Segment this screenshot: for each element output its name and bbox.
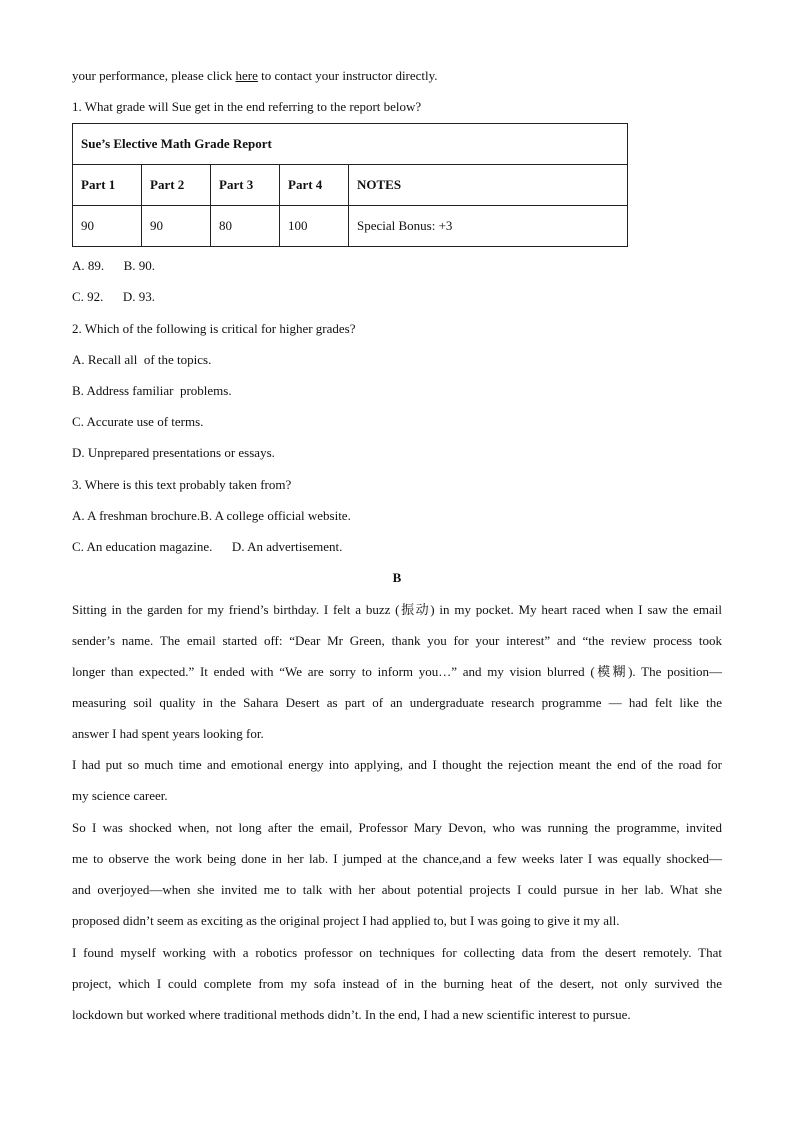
header-part-4: Part 4 (280, 165, 349, 206)
passage-paragraph-3 (72, 812, 722, 936)
intro-line (72, 68, 438, 84)
paragraph-line: I found myself working with a robotics professor on techniques for collecting data from the desert remotely. That (72, 945, 722, 960)
question-2: 2. Which of the following is critical for higher grades? (72, 321, 356, 336)
header-part-1: Part 1 (73, 165, 142, 206)
paragraph-line: longer than expected.” It ended with “We are sorry to inform you…” and my vision blurred (模糊). The position— (72, 664, 723, 679)
passage-paragraph-1 (72, 594, 722, 749)
header-part-3: Part 3 (211, 165, 280, 206)
paragraph-line: Sitting in the garden for my friend’s birthday. I felt a buzz (振动) in my pocket. My heart raced when I saw the email (72, 602, 722, 617)
paragraph-line: my science career. (72, 788, 168, 803)
table-row (73, 206, 628, 247)
paragraph-line: me to observe the work being done in her lab. I jumped at the chance,and a few weeks later I was equally shocked— (72, 851, 722, 866)
intro-suffix: to contact your instructor directly. (257, 68, 438, 83)
table-title: Sue’s Elective Math Grade Report (73, 124, 628, 165)
paragraph-line: project, which I could complete from my sofa instead of in the burning heat of the desert, not only survived the (72, 976, 722, 991)
passage-paragraph-4 (72, 937, 722, 1030)
paragraph-line: proposed didn’t seem as exciting as the original project I had applied to, but I was going to give it my all. (72, 913, 620, 928)
cell-part-4: 100 (280, 206, 349, 247)
question-2-option-a: A. Recall all of the topics. (72, 352, 212, 367)
cell-part-3: 80 (211, 206, 280, 247)
question-1-options-cd: C. 92. D. 93. (72, 289, 156, 304)
cell-part-1: 90 (73, 206, 142, 247)
question-3-options-ab: A. A freshman brochure.B. A college official website. (72, 508, 351, 523)
question-1-options-ab: A. 89. B. 90. (72, 258, 156, 273)
grade-report-table (72, 123, 628, 247)
paragraph-line: sender’s name. The email started off: “Dear Mr Green, thank you for your interest” and “the review process took (72, 633, 722, 648)
cell-part-2: 90 (142, 206, 211, 247)
question-3: 3. Where is this text probably taken from? (72, 477, 292, 492)
paragraph-line: So I was shocked when, not long after the email, Professor Mary Devon, who was running the programme, invited (72, 820, 722, 835)
header-notes: NOTES (349, 165, 628, 206)
section-b-heading: B (392, 570, 402, 585)
intro-prefix: your performance, please click (72, 68, 236, 83)
header-part-2: Part 2 (142, 165, 211, 206)
paragraph-line: answer I had spent years looking for. (72, 726, 264, 741)
paragraph-line: and overjoyed—when she invited me to talk with her about potential projects I could pursue in her lab. What she (72, 882, 722, 897)
contact-instructor-link[interactable]: here (235, 68, 258, 83)
paragraph-line: lockdown but worked where traditional methods didn’t. In the end, I had a new scientific interest to pursue. (72, 1007, 631, 1022)
question-2-option-b: B. Address familiar problems. (72, 383, 232, 398)
question-1: 1. What grade will Sue get in the end referring to the report below? (72, 99, 422, 114)
paragraph-line: measuring soil quality in the Sahara Desert as part of an undergraduate research programme — had felt like the (72, 695, 722, 710)
paragraph-line: I had put so much time and emotional energy into applying, and I thought the rejection meant the end of the road for (72, 757, 722, 772)
passage-paragraph-2 (72, 749, 722, 811)
question-2-option-c: C. Accurate use of terms. (72, 414, 204, 429)
question-2-option-d: D. Unprepared presentations or essays. (72, 445, 275, 460)
question-3-options-cd: C. An education magazine. D. An advertisement. (72, 539, 343, 554)
cell-notes: Special Bonus: +3 (349, 206, 628, 247)
table-header-row (73, 165, 628, 206)
table-title-row (73, 124, 628, 165)
